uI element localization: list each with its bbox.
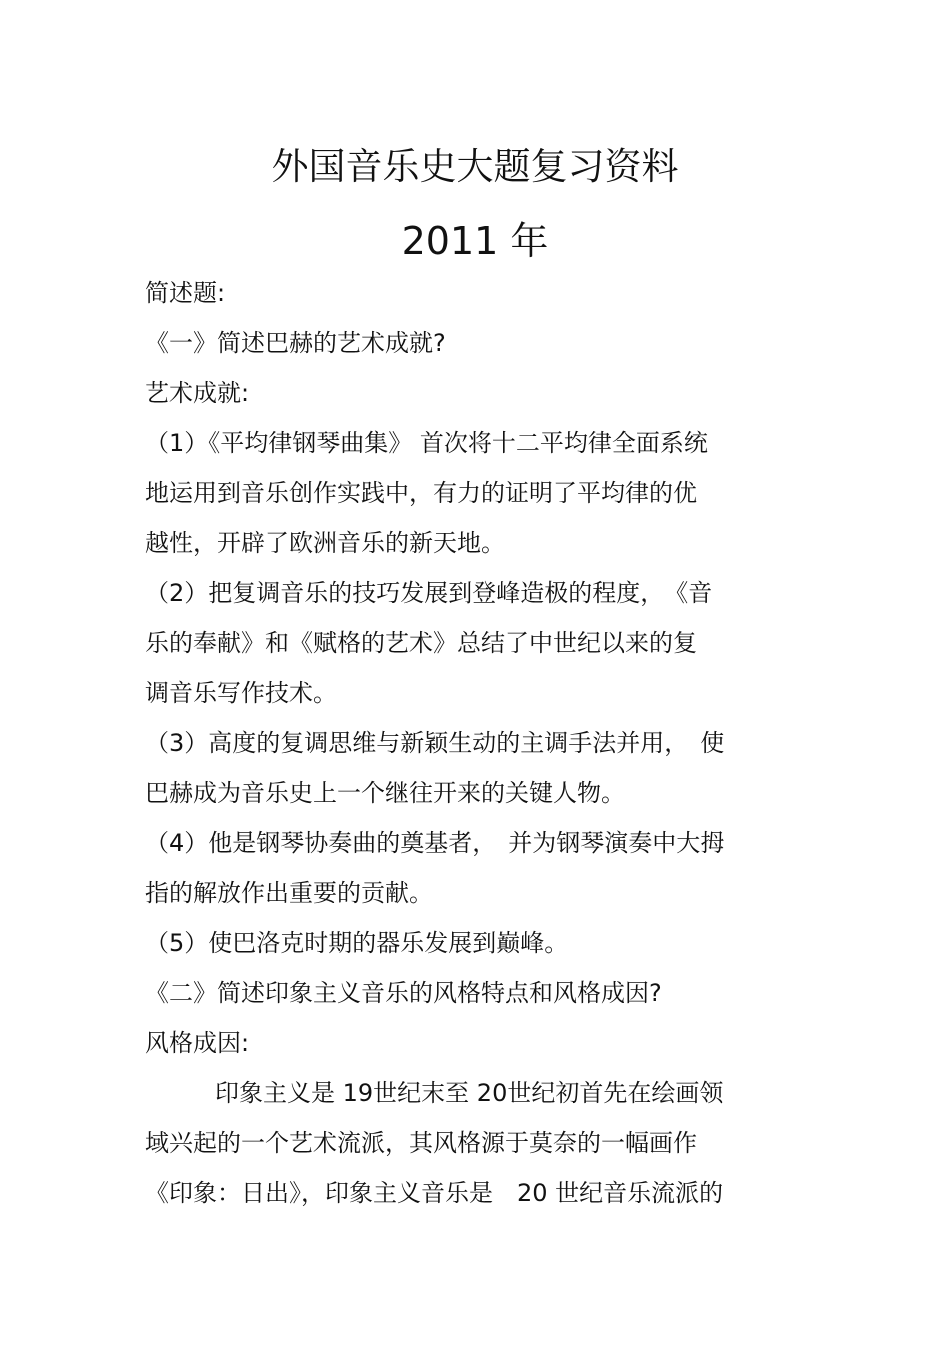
text-line: （1）《平均律钢琴曲集》 首次将十二平均律全面系统 (145, 429, 708, 457)
question-1: 《一》简述巴赫的艺术成就? (145, 329, 446, 357)
text-line: 指的解放作出重要的贡献。 (145, 879, 433, 907)
text-line: 越性，开辟了欧洲音乐的新天地。 (145, 529, 505, 557)
text-line: 调音乐写作技术。 (145, 679, 337, 707)
section-heading-short-answer: 简述题: (145, 279, 226, 307)
text-line: （3）高度的复调思维与新颖生动的主调手法并用， 使 (145, 729, 725, 757)
answer-heading-1: 艺术成就: (145, 379, 250, 407)
text-line: 印象主义是 19世纪末至 20世纪初首先在绘画领 (215, 1079, 724, 1107)
text-line: （5）使巴洛克时期的器乐发展到巅峰。 (145, 929, 569, 957)
text-line: 巴赫成为音乐史上一个继往开来的关键人物。 (145, 779, 625, 807)
text-line: （4）他是钢琴协奏曲的奠基者， 并为钢琴演奏中大拇 (145, 829, 725, 857)
text-line: 乐的奉献》和《赋格的艺术》总结了中世纪以来的复 (145, 629, 697, 657)
answer-heading-2: 风格成因: (145, 1029, 250, 1057)
question-2: 《二》简述印象主义音乐的风格特点和风格成因? (145, 979, 662, 1007)
text-line: （2）把复调音乐的技巧发展到登峰造极的程度， 《音 (145, 579, 713, 607)
text-line: 域兴起的一个艺术流派，其风格源于莫奈的一幅画作 (145, 1129, 697, 1157)
document-year: 2011 年 (401, 219, 549, 263)
text-line: 地运用到音乐创作实践中，有力的证明了平均律的优 (145, 479, 697, 507)
document-title: 外国音乐史大题复习资料 (271, 145, 679, 188)
text-line: 《印象：日出》，印象主义音乐是 20 世纪音乐流派的 (145, 1179, 724, 1207)
